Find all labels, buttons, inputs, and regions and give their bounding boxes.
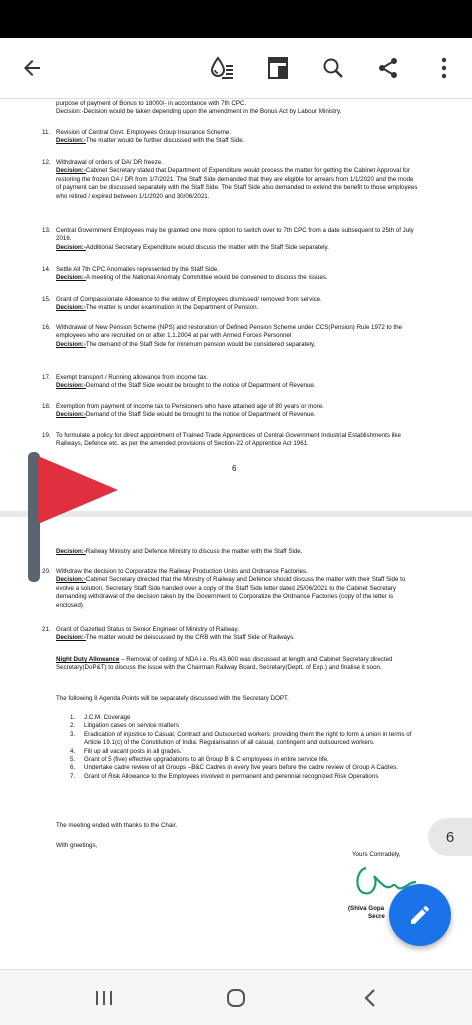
item-title: Withdrawal of New Pension Scheme (NPS) and restoration of Defined Pension Scheme under CCS(Pension) Rule 1972 to the employees who are recruited on or after 1.1.2004 at par with Armed Forces Personnel [56, 324, 402, 340]
bookmark-button[interactable] [258, 48, 298, 88]
color-adjust-icon [209, 55, 235, 81]
agenda-item-19 [42, 432, 418, 449]
intro-decision: Decision:-Decision would be taken depending upon the amendment in the Bonus Act by Labour Ministry. [56, 108, 342, 116]
item-title: Exempt transport / Running allowance from income tax. [56, 374, 209, 381]
decision-label: Decision:- [56, 167, 86, 175]
agenda-number: 7. [70, 772, 76, 780]
agenda-text: Grant of Risk Allowance to the Employees involved in permanent and perennial recognized Risk Operations [84, 772, 379, 780]
agenda-number: 4. [70, 747, 76, 755]
night-duty-label: Night Duty Allowance [56, 656, 120, 663]
system-back-button[interactable] [350, 980, 390, 1016]
agenda-point [70, 714, 420, 722]
home-button[interactable] [216, 980, 256, 1016]
item-title: Grant of Gazetted Status to Senior Engineer of Ministry of Railway. [56, 626, 239, 633]
agenda-text: Fill up all vacant posts in all grades. [84, 747, 182, 755]
bookmark-icon [267, 56, 289, 80]
agenda-intro: The following 8 Agenda Points will be separately discussed with the Secretary DOPT. [56, 695, 289, 702]
page-indicator [428, 818, 472, 856]
page-indicator-number: 6 [445, 828, 455, 846]
signer-name: (Shiva Gopa [348, 905, 385, 912]
agenda-point [70, 756, 420, 764]
recent-apps-icon [94, 989, 114, 1007]
closing-line: The meeting ended with thanks to the Chair. [56, 822, 178, 829]
decision-text: Cabinet Secretary stated that Department of Expenditure would process the matter for getting the Cabinet Approval for restoring the frozen DA / DR from 1/7/2021. The Staff Side demanded that they are eligible for arrears from 1/1/2020 and the mode of payment can be discussed separately with the Staff Side. The Staff Side also demanded to extend the benefit to those employees who retired / expired between 1/1/2020 and 30/06/2021. [56, 167, 418, 200]
decision-label: Decision:- [56, 382, 86, 390]
decision-label: Decision:- [56, 274, 86, 282]
decision-text: The demand of the Staff Side for minimum pension would be considered separately. [85, 340, 316, 348]
agenda-point [70, 747, 420, 756]
decision-label: Decision:- [56, 548, 86, 555]
back-button[interactable] [12, 48, 52, 88]
document-page-6 [0, 99, 472, 511]
decision-label: Decision:- [56, 243, 86, 251]
item-title: Revision of Central Govt. Employees Group Insurance Scheme. [56, 129, 232, 136]
item-number: 20. [42, 568, 51, 575]
more-vertical-icon [440, 56, 448, 80]
agenda-number: 6. [70, 764, 76, 772]
item-title: Grant of Compassionate Allowance to the widow of Employees dismissed/ removed from service. [56, 296, 322, 303]
item-title: To formulate a policy for direct appointment of Trained Trade Apprentices of Central Government Industrial Establishments like Railways, Defence etc. as per the amended provisions of Section-22 of Apprentice Act 1961. [56, 432, 401, 448]
recent-apps-button[interactable] [84, 980, 124, 1016]
edit-fab-button[interactable] [389, 884, 451, 946]
agenda-text: Grant of 5 (five) effective upgradations to all Group B & C employees in entire service life. [84, 756, 329, 764]
item-number: 13. [42, 227, 51, 234]
agenda-point [70, 730, 420, 748]
agenda-item-17 [42, 374, 418, 391]
item-number: 14. [42, 266, 51, 273]
more-options-button[interactable] [424, 48, 464, 88]
agenda-text: J.C.M. Coverage [84, 714, 131, 721]
agenda-point [70, 722, 420, 730]
app-toolbar [0, 38, 472, 99]
agenda-item-18 [42, 403, 418, 420]
item-number: 11. [42, 129, 51, 136]
decision-label: Decision:- [56, 340, 86, 348]
agenda-item-16 [42, 324, 418, 349]
agenda-item-15 [42, 296, 418, 313]
decision-text: Demand of the Staff Side would be brought to the notice of Department of Revenue. [85, 411, 316, 419]
decision-text: Railway Ministry and Defence Ministry to discuss the matter with the Staff Side. [85, 548, 303, 555]
decision-label: Decision:- [56, 634, 86, 642]
decision-text: Additional Secretary Expenditure would discuss the matter with the Staff Side separately. [85, 243, 329, 251]
item-number: 21. [42, 626, 51, 633]
item-title: Central Government Employees may be granted one more option to switch over to 7th CPC from a date subsequent to 25th of July 2016. [56, 227, 414, 243]
arrow-left-icon [20, 56, 44, 80]
back-icon [362, 987, 378, 1009]
signer-title: Secre [368, 913, 385, 920]
decision-text: The matter is under examination in the Department of Pension. [85, 304, 259, 312]
agenda-text: Eradication of injustice to Casual, Contract and Outsourced workers: providing them the right to form a union in terms of Article 19.1(c) of the Constitution of India: Regularisation of all casual, contingent and outsourced workers. [84, 730, 412, 747]
item-number: 19. [42, 432, 51, 439]
decision-text: The matter would be further discussed with the Staff Side. [85, 137, 245, 145]
agenda-number: 3. [70, 730, 76, 738]
home-icon [225, 987, 247, 1009]
decision-text: A meeting of the National Anomaly Committee would be convened to discuss the issues. [85, 274, 328, 282]
agenda-point [70, 764, 420, 772]
decision-text: The matter would be deiscussed by the CRB with the Staff Side of Railways. [85, 634, 295, 642]
decision-text: Demand of the Staff Side would be brought to the notice of Department of Revenue. [85, 382, 316, 390]
item-title: Settle All 7th CPC Anomalies represented by the Staff Side. [56, 266, 219, 273]
agenda-item-13 [42, 227, 418, 252]
decision-label: Decision:- [56, 411, 86, 419]
agenda-list [70, 714, 420, 781]
agenda-item-14 [42, 266, 418, 283]
item-number: 16. [42, 324, 51, 331]
search-button[interactable] [313, 48, 353, 88]
decision-label: Decision:- [56, 137, 86, 145]
page-text-intro [56, 100, 418, 117]
intro-line: purpose of payment of Bonus to 18000/- in accordance with 7th CPC. [56, 100, 247, 107]
night-duty-allowance [56, 656, 418, 673]
agenda-text: Undertake cadre review of all Groups –B&C Cadres in every five years before the cadre review of Group A Cadres. [84, 764, 398, 772]
share-icon [376, 56, 400, 80]
agenda-number: 2. [70, 722, 76, 730]
item-number: 15. [42, 296, 51, 303]
item-number: 12. [42, 159, 51, 166]
greetings-line: With greetings, [56, 842, 98, 849]
agenda-number: 1. [70, 714, 76, 721]
page-number: 6 [232, 464, 237, 473]
agenda-text: Litigation cases on service matters [84, 722, 179, 730]
item-title: Exemption from payment of income tax to Pensioners who have attained age of 80 years or more. [56, 403, 324, 410]
pencil-icon [408, 903, 432, 927]
share-button[interactable] [368, 48, 408, 88]
status-bar [0, 0, 472, 38]
night-duty-text: – Removal of ceiling of NDA i.e. Rs.43,600 was discussed at length and Cabinet Secretary directed Secretary(DoP&T) to discuss the issue with the Chairman Railway Board, Secretary(Deptt. of Exp.) and finalise it soon. [56, 656, 393, 672]
item-number: 18. [42, 403, 51, 410]
color-adjust-button[interactable] [202, 48, 242, 88]
agenda-item-11 [42, 129, 418, 146]
item-title: Withdraw the decision to Corporatize the Railway Production Units and Ordnance Factories. [56, 568, 308, 575]
decision-label: Decision:- [56, 304, 86, 312]
yours-comradely: Yours Comradely, [352, 851, 401, 858]
system-nav-bar [0, 969, 472, 1025]
agenda-item-12 [42, 159, 418, 201]
decision-label: Decision:- [56, 576, 86, 584]
decision-text: Cabinet Secretary directed that the Ministry of Railway and Defence should discuss the matter with their Staff Side to evolve a solution. Secretary Staff Side handed over a copy of the Staff Side letter dated 25/06/2021 to the Cabinet Secretary demanding withdrawal of the decision taken by the Government to Corporatize the Ordnance Factories (copy of the letter is enclosed). [56, 576, 406, 609]
agenda-item-21 [42, 626, 418, 643]
item-title: Withdrawal of orders of DA/ DR freeze. [56, 159, 163, 166]
agenda-point [70, 772, 420, 781]
agenda-number: 5. [70, 756, 76, 764]
search-icon [321, 56, 345, 80]
flag-icon[interactable] [28, 452, 128, 582]
item-number: 17. [42, 374, 51, 381]
